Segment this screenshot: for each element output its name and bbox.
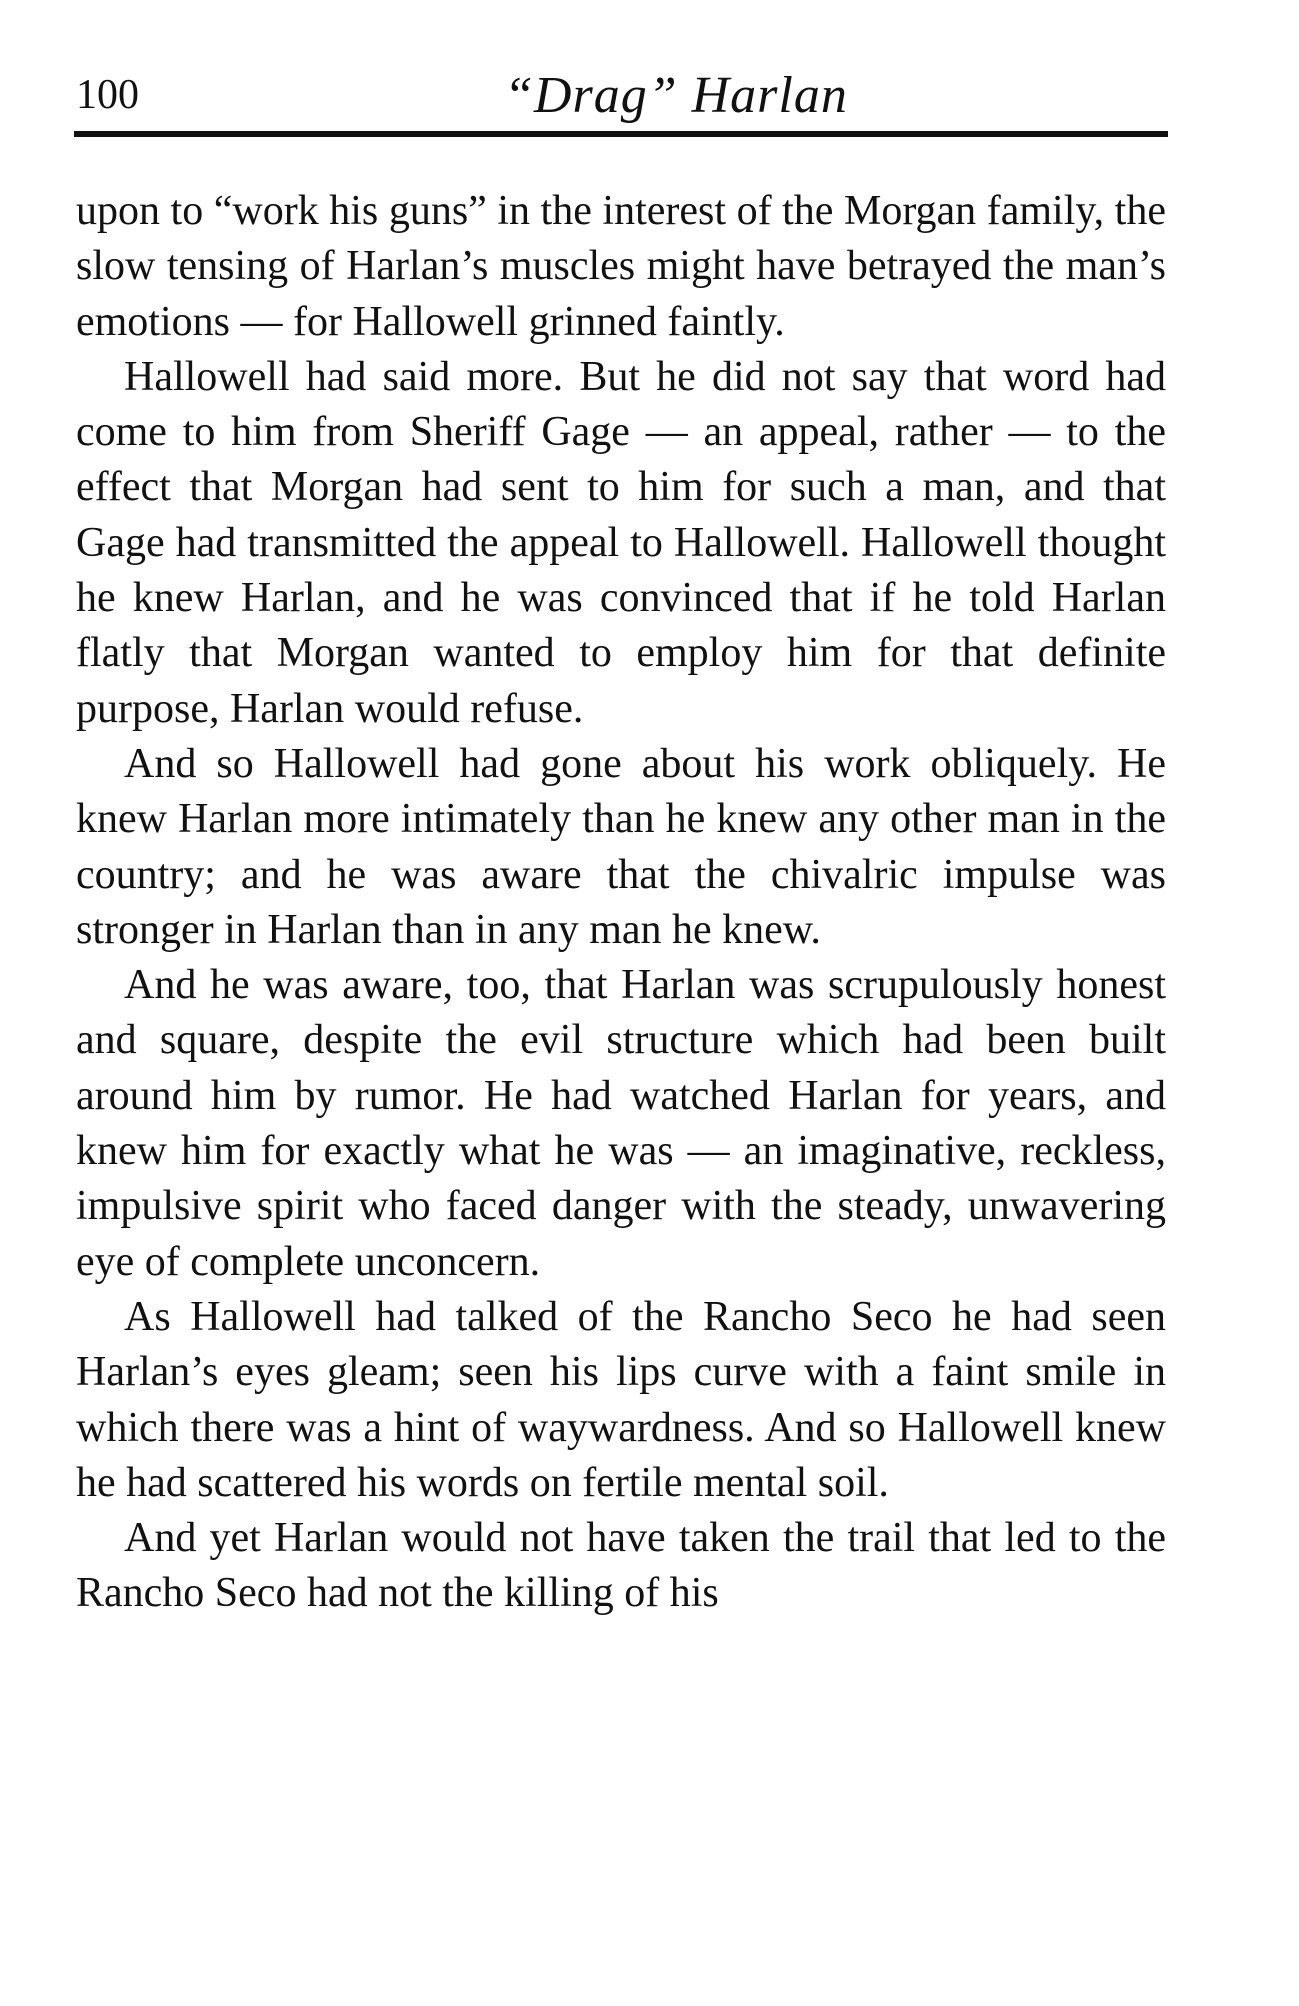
paragraph-5: As Hallowell had talked of the Rancho Seco he had seen Harlan’s eyes gleam; seen his lips curve with a faint smile in which there was a hint of waywardness. And so Hallowell knew he had scattered his words on fertile mental soil.: [76, 1293, 1166, 1506]
body-text: [76, 184, 1166, 1622]
paragraph-4: And he was aware, too, that Harlan was scrupulously honest and square, despite the evil structure which had been built around him by rumor. He had watched Harlan for years, and knew him for exactly what he was — an imaginative, reckless, impulsive spirit who faced danger with the steady, unwavering eye of complete unconcern.: [76, 962, 1166, 1285]
paragraph-2: Hallowell had said more. But he did not say that word had come to him from Sheriff Gage — an appeal, rather — to the effect that Morgan had sent to him for such a man, and that Gage had transmitted the appeal to Hallowell. Hallowell thought he knew Harlan, and he was convinced that if he told Harlan flatly that Morgan wanted to employ him for that definite purpose, Harlan would refuse.: [76, 353, 1166, 732]
header-rule: [74, 131, 1168, 137]
paragraph-1: upon to “work his guns” in the interest of the Morgan family, the slow tensing of Harlan’s muscles might have betrayed the man’s emotions — for Hallowell grinned faintly.: [76, 188, 1166, 345]
page-header: [74, 66, 1168, 136]
page-number: 100: [76, 72, 139, 118]
running-head: “Drag” Harlan: [504, 67, 848, 124]
paragraph-6: And yet Harlan would not have taken the trail that led to the Rancho Seco had not the killing of his: [76, 1515, 1166, 1617]
paragraph-3: And so Hallowell had gone about his work obliquely. He knew Harlan more intimately than he knew any other man in the country; and he was aware that the chivalric impulse was stronger in Harlan than in any man he knew.: [76, 740, 1166, 953]
